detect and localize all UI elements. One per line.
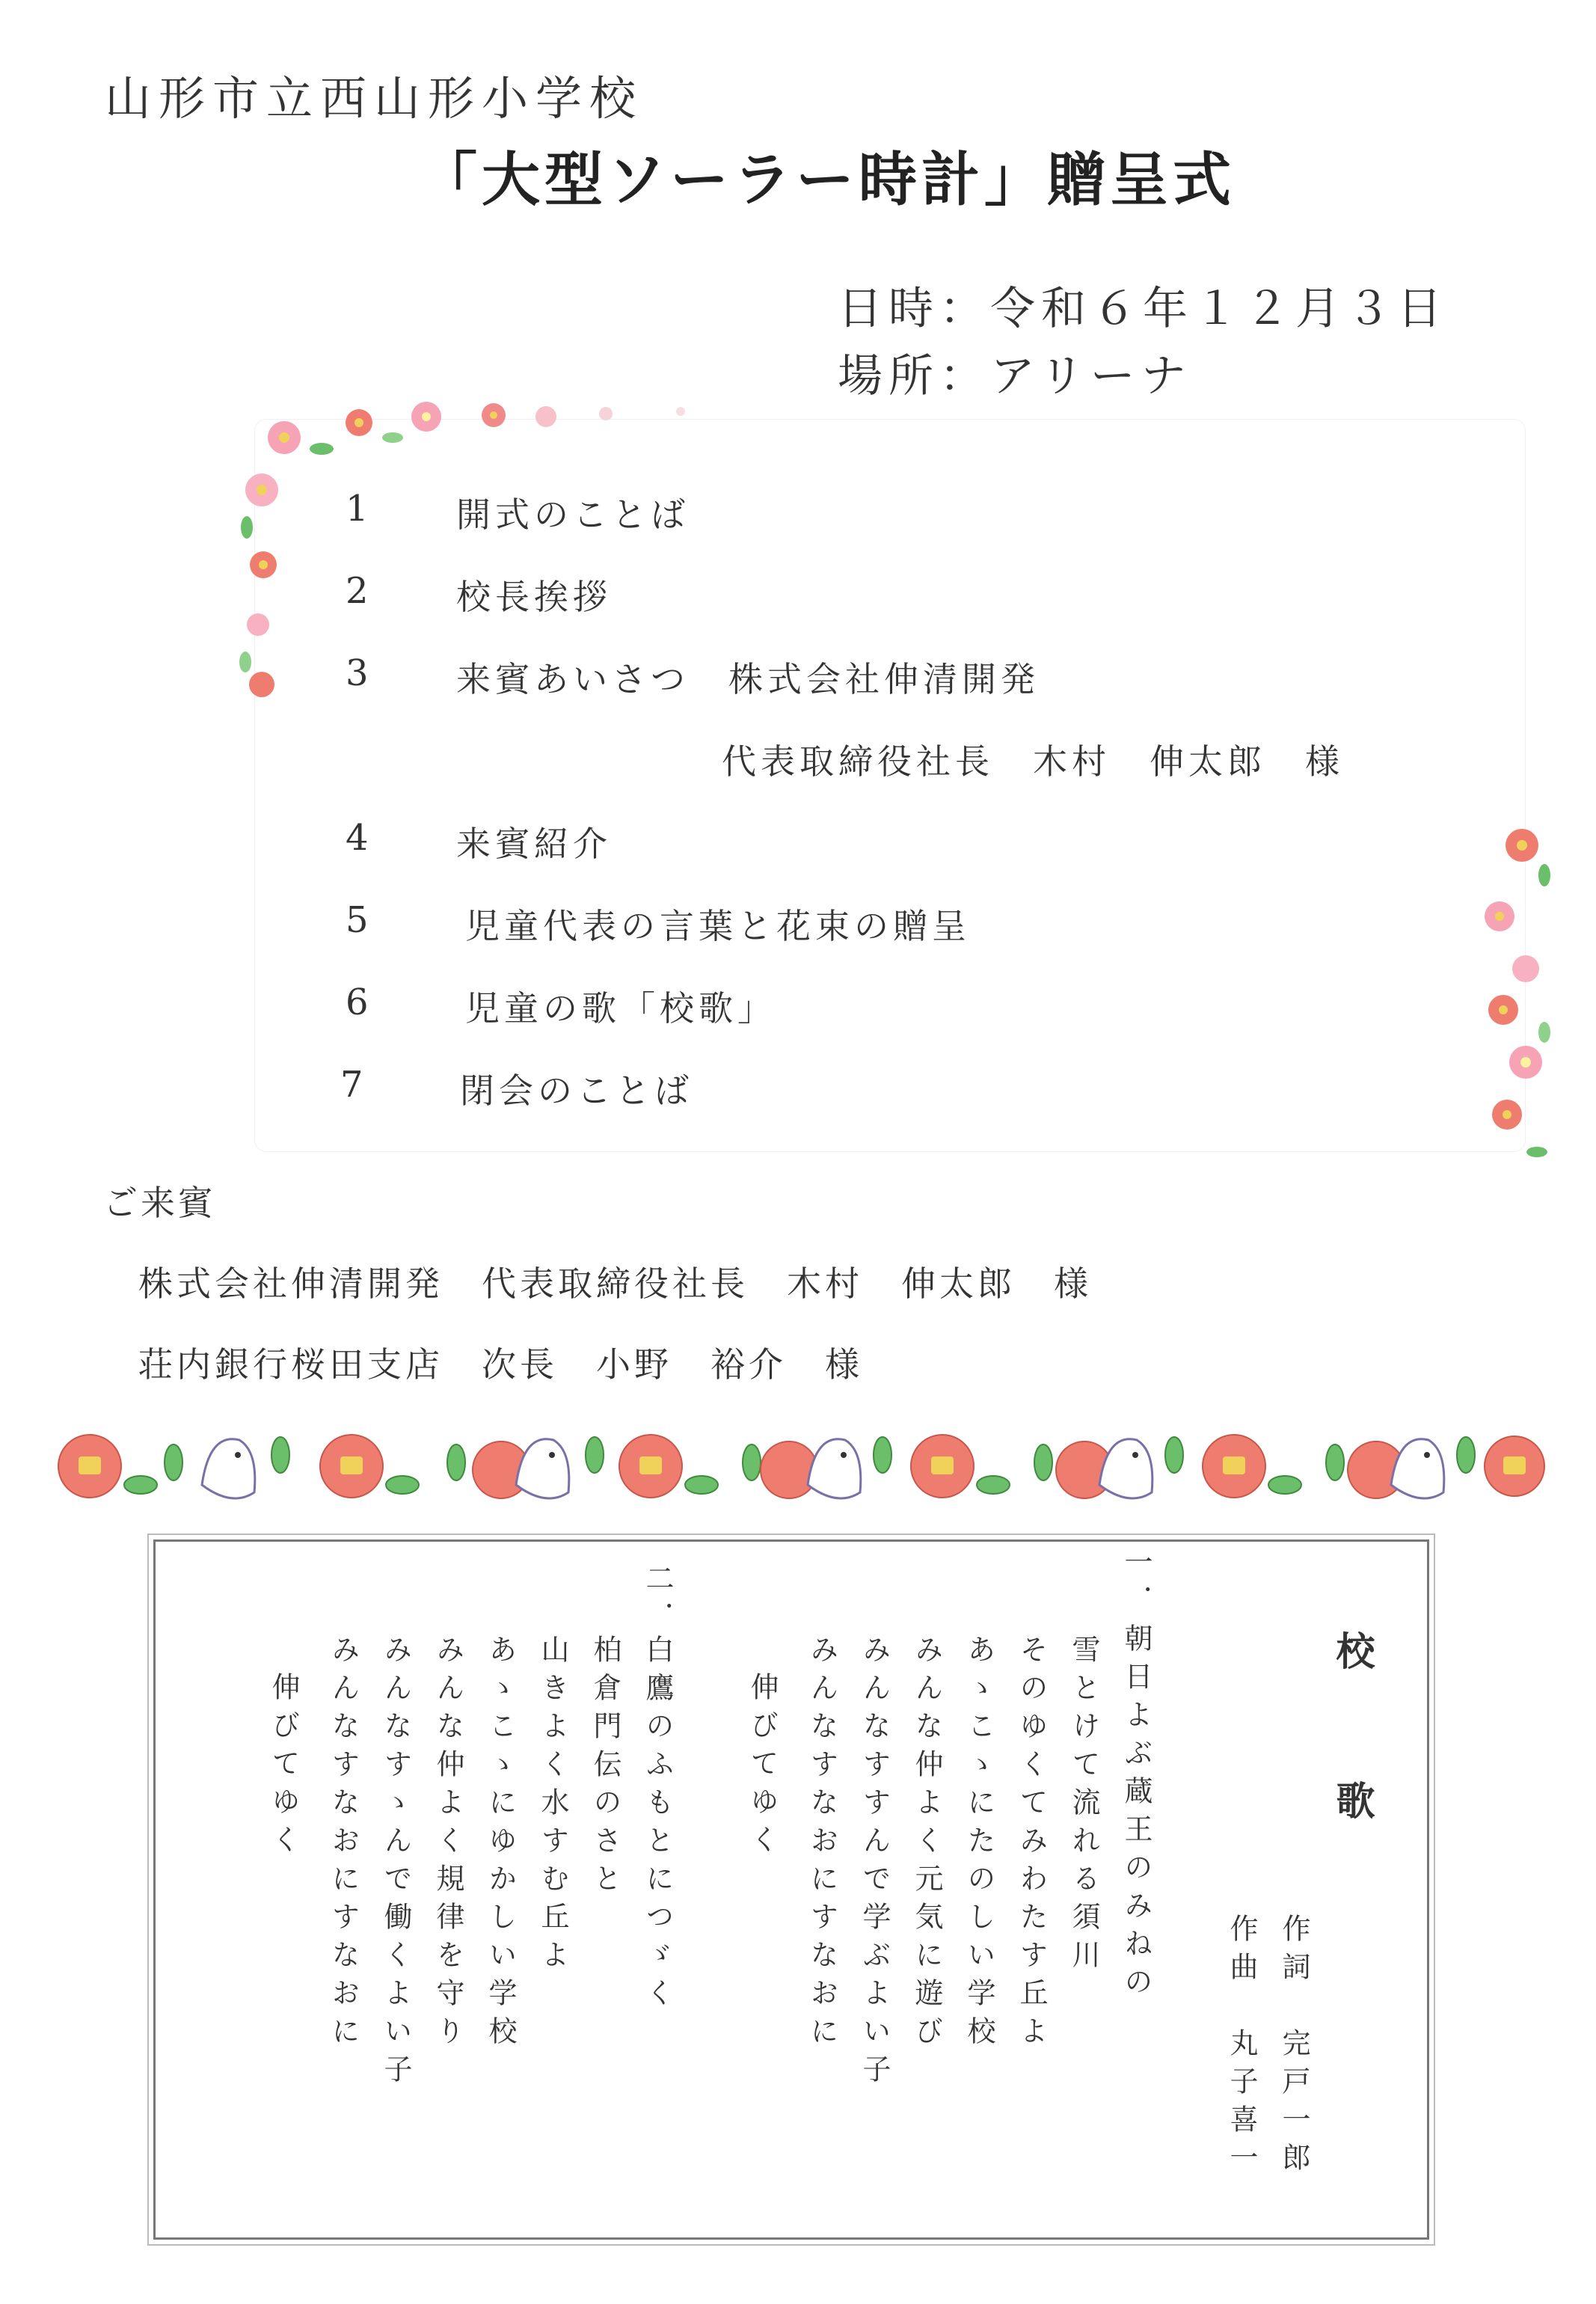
song-title: 校 xyxy=(1329,1631,1375,1670)
verse-line: 朝日よぶ蔵王のみねの xyxy=(1120,1623,1153,2005)
program-item-number: 7 xyxy=(340,1064,363,1106)
program-item-text: 児童代表の言葉と花束の贈呈 xyxy=(465,906,971,946)
guest-line: 株式会社伸清開発 代表取締役社長 木村 伸太郎 様 xyxy=(138,1263,1092,1304)
verse-line: 柏倉門伝のさと xyxy=(589,1634,621,1902)
verse-line: みんなすすんで学ぶよい子 xyxy=(858,1634,891,2092)
verse-line: あゝこゝにたのしい学校 xyxy=(963,1634,995,2054)
verse-label: 二． xyxy=(641,1563,674,1640)
verse-line: あゝこゝにゆかしい学校 xyxy=(484,1634,517,2054)
flower-icon xyxy=(1485,829,1550,1157)
bird-icon xyxy=(516,1439,569,1498)
song-composer: 作曲 丸子喜一 xyxy=(1225,1914,1258,2181)
program-item-text: 来賓紹介 xyxy=(456,824,612,864)
school-name: 山形市立西山形小学校 xyxy=(105,71,644,126)
camellia-icon xyxy=(58,1435,121,1498)
guests-heading: ご来賓 xyxy=(103,1183,215,1223)
program-item-number: 1 xyxy=(346,488,369,530)
song-lyricist: 作詞 完戸一郎 xyxy=(1277,1914,1310,2181)
verse-line: 伸びてゆく xyxy=(267,1672,300,1863)
verse-line: 雪とけて流れる須川 xyxy=(1067,1634,1100,1978)
camellia-icon xyxy=(761,1441,817,1498)
program-item-text: 開式のことば xyxy=(456,494,690,535)
bird-icon xyxy=(202,1439,255,1498)
program-item-number: 4 xyxy=(346,817,369,859)
camellia-icon xyxy=(1485,1436,1544,1496)
camellia-icon xyxy=(619,1435,682,1498)
verse-line: みんなすゝんで働くよい子 xyxy=(379,1634,412,2092)
camellia-icon xyxy=(320,1435,383,1498)
verse-line: 白鷹のふもとにつゞく xyxy=(641,1634,674,2016)
flower-corner-bottom-right xyxy=(1443,785,1571,1167)
event-place: 場所：アリーナ xyxy=(838,350,1192,402)
song-title: 歌 xyxy=(1329,1780,1375,1819)
bird-icon xyxy=(1391,1439,1444,1498)
verse-line: みんな仲よく規律を守り xyxy=(432,1634,464,2054)
bird-icon xyxy=(808,1439,861,1498)
page-title: 「大型ソーラー時計」贈呈式 xyxy=(419,146,1236,214)
camellia-icon xyxy=(911,1435,974,1498)
program-item-number: 2 xyxy=(346,570,369,612)
flower-bird-border xyxy=(52,1410,1548,1522)
verse-label: 一． xyxy=(1120,1547,1153,1623)
verse-line: 山きよく水すむ丘よ xyxy=(536,1634,569,1978)
verse-line: みんなすなおにすなおに xyxy=(327,1634,360,2054)
program-item-number: 6 xyxy=(346,981,369,1023)
verse-line: そのゆくてみわたす丘よ xyxy=(1015,1634,1048,2054)
bird-icon xyxy=(1099,1439,1153,1498)
program-item-text: 閉会のことば xyxy=(460,1070,693,1111)
program-item-text: 代表取締役社長 木村 伸太郎 様 xyxy=(722,741,1344,782)
program-item-number: 5 xyxy=(346,899,369,941)
program-item-text: 校長挨拶 xyxy=(456,577,612,617)
program-item-text: 来賓あいさつ 株式会社伸清開発 xyxy=(456,659,1040,699)
guest-line: 荘内銀行桜田支店 次長 小野 裕介 様 xyxy=(138,1344,863,1385)
event-date: 日時：令和６年１２月３日 xyxy=(838,283,1448,335)
verse-line: みんなすなおにすなおに xyxy=(805,1634,838,2054)
program-item-text: 児童の歌「校歌」 xyxy=(465,988,776,1029)
program-item-number: 3 xyxy=(346,652,369,694)
camellia-icon xyxy=(1203,1435,1265,1498)
verse-line: みんな仲よく元気に遊び xyxy=(910,1634,943,2054)
verse-line: 伸びてゆく xyxy=(746,1672,779,1863)
